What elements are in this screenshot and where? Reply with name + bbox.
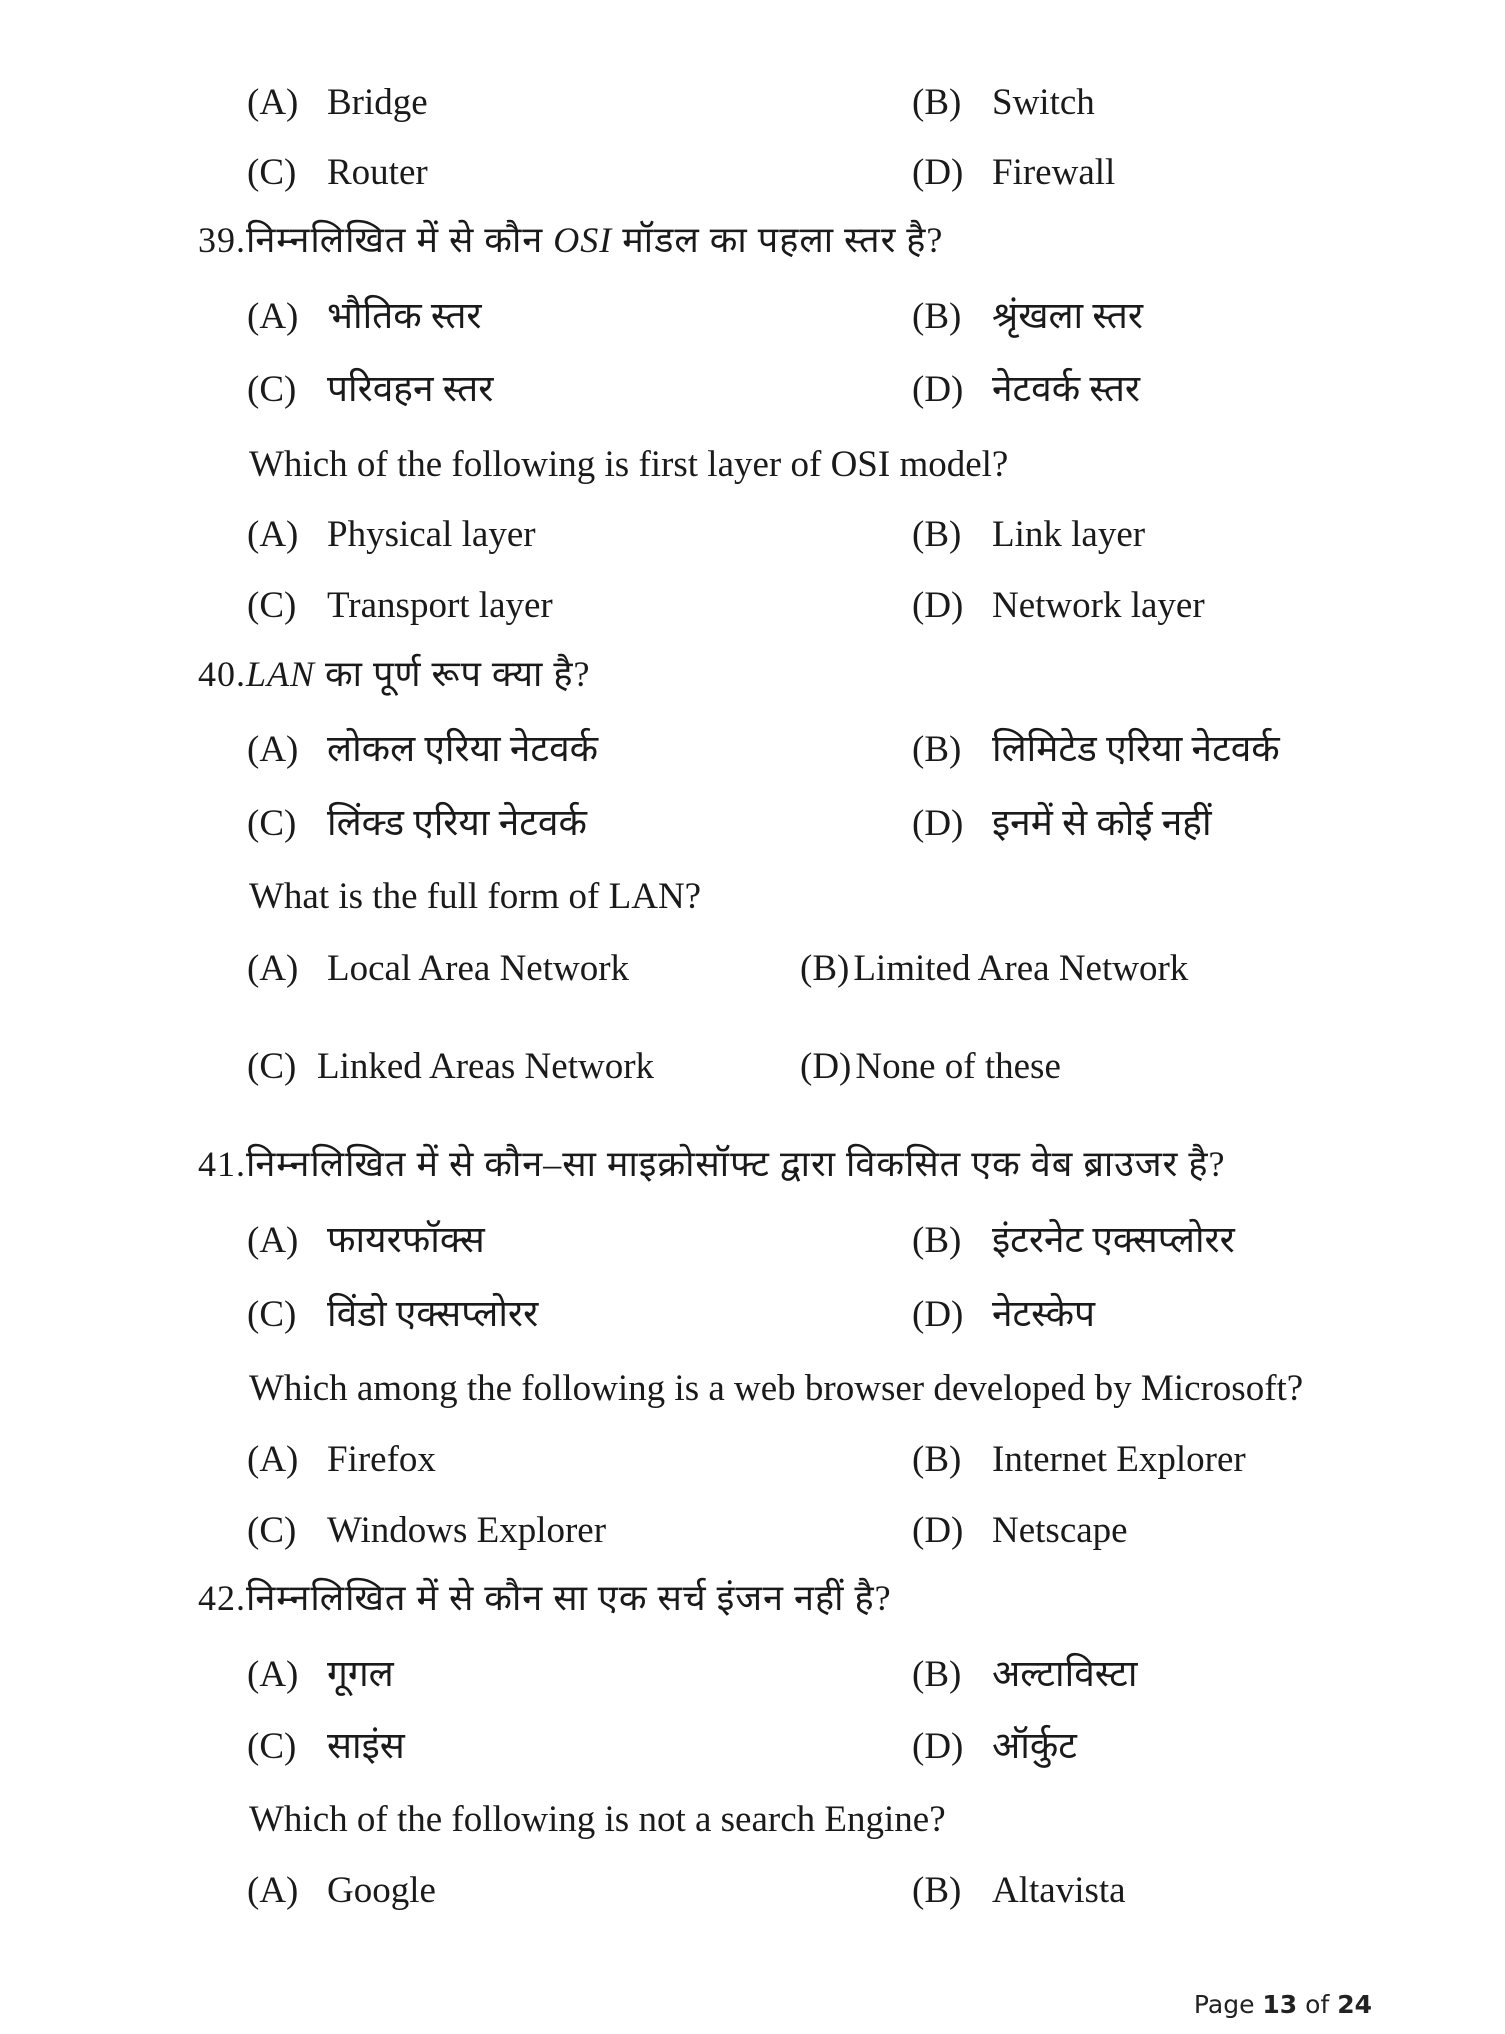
option-text: Link layer (992, 514, 1146, 555)
page-number (1194, 1990, 1372, 2019)
option-text: Firefox (327, 1439, 436, 1480)
option-text: Netscape (992, 1510, 1128, 1551)
option-label: (B) (912, 296, 962, 337)
option-label: (C) (247, 152, 297, 193)
option-c (247, 371, 493, 408)
option-a (247, 516, 536, 553)
option-d (912, 805, 1212, 842)
option-label: (C) (247, 803, 297, 844)
option-text: इनमें से कोई नहीं (992, 803, 1212, 844)
option-d (800, 1048, 1061, 1085)
option-a (247, 1222, 485, 1259)
option-label: (D) (912, 369, 964, 410)
option-label: (C) (247, 369, 297, 410)
option-label: (C) (247, 1294, 297, 1335)
option-label: (A) (247, 1439, 299, 1480)
option-c (247, 1048, 654, 1085)
option-a (247, 950, 629, 987)
question-text-part: निम्नलिखित में से कौन (246, 220, 554, 260)
option-b (912, 516, 1145, 553)
option-a (247, 1656, 394, 1693)
option-label: (B) (912, 82, 962, 123)
option-text: भौतिक स्तर (327, 296, 482, 337)
option-c (247, 1728, 405, 1765)
question-text-part: मॉडल का पहला स्तर है? (612, 220, 944, 260)
option-b (912, 731, 1280, 768)
question-term: OSI (553, 220, 613, 260)
option-label: (D) (912, 803, 964, 844)
option-text: Google (327, 1870, 436, 1911)
question-40-hindi (198, 656, 590, 692)
option-label: (B) (912, 729, 962, 770)
option-label: (A) (247, 82, 299, 123)
option-a (247, 731, 598, 768)
option-b (912, 1441, 1246, 1478)
option-text: Internet Explorer (992, 1439, 1246, 1480)
page-prefix: Page (1193, 1990, 1263, 2019)
question-42-hindi (198, 1580, 892, 1616)
option-label: (A) (247, 1654, 299, 1695)
option-text: अल्टाविस्टा (992, 1654, 1138, 1695)
option-text: Network layer (992, 585, 1205, 626)
option-b (800, 950, 1188, 987)
option-label: (C) (247, 1046, 297, 1087)
option-d (912, 1728, 1077, 1765)
option-text: Firewall (992, 152, 1116, 193)
question-term: LAN (246, 654, 316, 694)
option-text: Altavista (992, 1870, 1126, 1911)
question-41-english: Which among the following is a web browser developed by Microsoft? (249, 1368, 1304, 1409)
option-b (912, 298, 1143, 335)
option-text: Physical layer (327, 514, 536, 555)
option-label: (A) (247, 729, 299, 770)
option-text: नेटस्केप (992, 1294, 1096, 1335)
option-d (912, 371, 1140, 408)
option-text: ऑर्कुट (992, 1726, 1077, 1767)
option-c (247, 1512, 606, 1549)
option-label: (B) (912, 1654, 962, 1695)
option-c (247, 1296, 538, 1333)
option-c (247, 805, 587, 842)
question-number: 42. (198, 1578, 246, 1618)
option-a (247, 1441, 436, 1478)
option-label: (D) (912, 585, 964, 626)
option-label: (A) (247, 948, 299, 989)
option-label: (A) (247, 296, 299, 337)
option-label: (C) (247, 1510, 297, 1551)
option-label: (A) (247, 514, 299, 555)
question-number: 41. (198, 1144, 246, 1184)
page-current: 13 (1262, 1990, 1298, 2019)
option-text: Bridge (327, 82, 428, 123)
page-of: of (1297, 1990, 1338, 2019)
question-39-hindi (198, 222, 943, 258)
option-label: (B) (912, 514, 962, 555)
option-text: None of these (855, 1046, 1061, 1087)
option-a (247, 84, 428, 121)
question-42-english: Which of the following is not a search Engine? (249, 1799, 946, 1840)
option-label: (A) (247, 1220, 299, 1261)
option-d (912, 154, 1115, 191)
option-b (912, 1872, 1126, 1909)
option-text: Transport layer (327, 585, 553, 626)
option-text: परिवहन स्तर (327, 369, 494, 410)
question-number: 39. (198, 220, 246, 260)
option-label: (B) (912, 1220, 962, 1261)
option-label: (D) (912, 1294, 964, 1335)
option-c (247, 154, 428, 191)
option-text: गूगल (327, 1654, 394, 1695)
option-a (247, 1872, 436, 1909)
option-text: Switch (992, 82, 1095, 123)
option-label: (C) (247, 1726, 297, 1767)
option-label: (B) (912, 1870, 962, 1911)
option-label: (D) (912, 1726, 964, 1767)
option-label: (A) (247, 1870, 299, 1911)
option-text: Local Area Network (327, 948, 630, 989)
question-41-hindi (198, 1146, 1225, 1182)
option-text: Linked Areas Network (317, 1046, 655, 1087)
question-39-english: Which of the following is first layer of OSI model? (249, 444, 1009, 485)
option-label: (C) (247, 585, 297, 626)
page-total: 24 (1337, 1990, 1372, 2019)
option-text: लिंक्ड एरिया नेटवर्क (327, 803, 587, 844)
question-40-english: What is the full form of LAN? (249, 876, 702, 917)
option-text: इंटरनेट एक्सप्लोरर (992, 1220, 1235, 1261)
option-text: नेटवर्क स्तर (992, 369, 1141, 410)
option-text: श्रृंखला स्तर (992, 296, 1143, 337)
option-b (912, 1656, 1137, 1693)
option-label: (D) (912, 1510, 964, 1551)
option-a (247, 298, 482, 335)
option-text: Limited Area Network (853, 948, 1189, 989)
option-label: (B) (800, 948, 850, 989)
option-text: Router (327, 152, 428, 193)
option-d (912, 587, 1205, 624)
option-label: (D) (800, 1046, 852, 1087)
option-label: (D) (912, 152, 964, 193)
option-text: Windows Explorer (327, 1510, 607, 1551)
option-label: (B) (912, 1439, 962, 1480)
option-text: विंडो एक्सप्लोरर (327, 1294, 539, 1335)
option-text: लोकल एरिया नेटवर्क (327, 729, 599, 770)
option-text: फायरफॉक्स (327, 1220, 485, 1261)
option-b (912, 1222, 1235, 1259)
option-d (912, 1512, 1128, 1549)
question-text-part: का पूर्ण रूप क्या है? (315, 654, 591, 694)
question-text-part: निम्नलिखित में से कौन–सा माइक्रोसॉफ्ट द्वारा विकसित एक वेब ब्राउजर है? (246, 1144, 1226, 1184)
option-b (912, 84, 1095, 121)
option-text: लिमिटेड एरिया नेटवर्क (992, 729, 1280, 770)
option-text: साइंस (327, 1726, 405, 1767)
question-number: 40. (198, 654, 246, 694)
option-c (247, 587, 553, 624)
option-d (912, 1296, 1095, 1333)
question-text-part: निम्नलिखित में से कौन सा एक सर्च इंजन नहीं है? (246, 1578, 892, 1618)
